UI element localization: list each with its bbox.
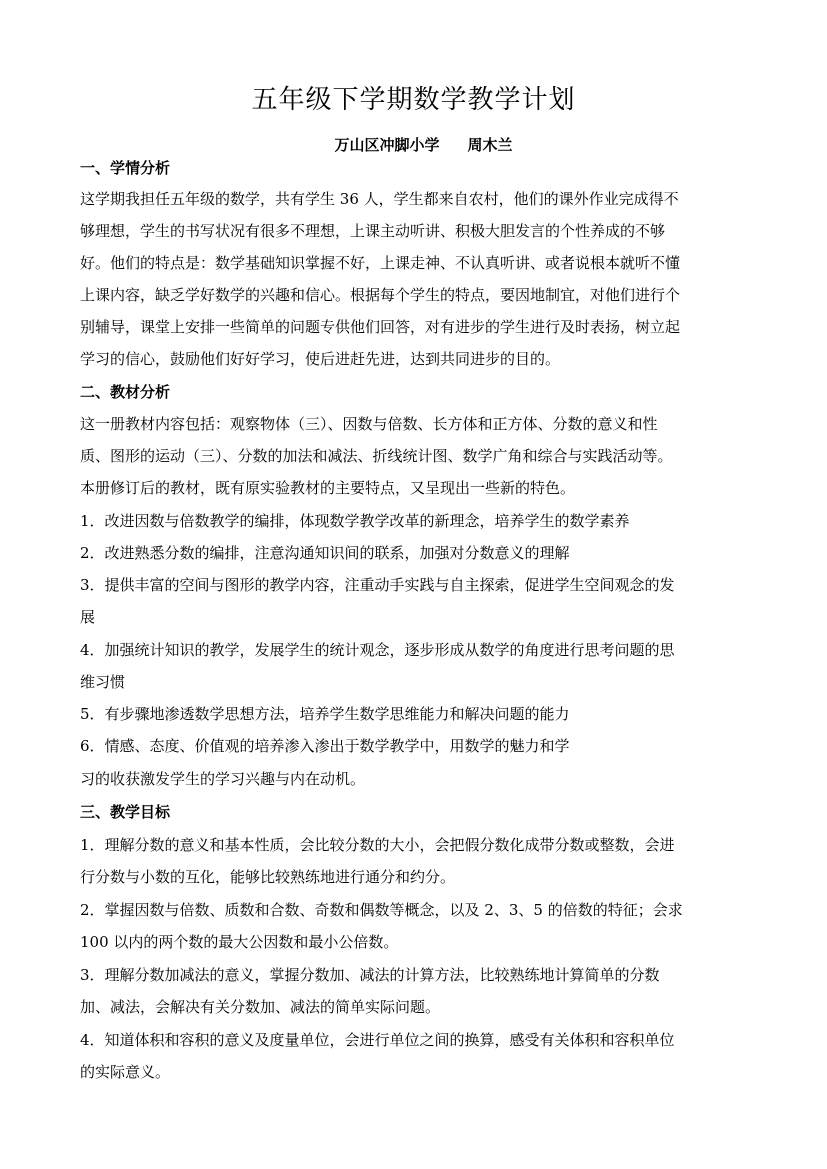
byline <box>0 133 827 157</box>
list-item: 2．改进熟悉分数的编排，注意沟通知识间的联系，加强对分数意义的理解 <box>80 544 570 562</box>
list-item: 5．有步骤地渗透数学思想方法，培养学生数学思维能力和解决问题的能力 <box>80 705 570 723</box>
page-title: 五年级下学期数学教学计划 <box>251 85 576 115</box>
list-item: 4．知道体积和容积的意义及度量单位，会进行单位之间的换算，感受有关体积和容积单位 <box>80 1031 675 1049</box>
list-item: 4．加强统计知识的教学，发展学生的统计观念，逐步形成从数学的角度进行思考问题的思 <box>80 641 675 659</box>
list-item-continued: 的实际意义。 <box>80 1063 171 1081</box>
list-item-continued: 100 以内的两个数的最大公因数和最小公倍数。 <box>80 933 399 951</box>
paragraph-line: 好。他们的特点是：数学基础知识掌握不好，上课走神、不认真听讲、或者说根本就听不懂 <box>80 254 681 272</box>
paragraph-line: 够理想，学生的书写状况有很多不理想，上课主动听讲、积极大胆发言的个性养成的不够 <box>80 222 666 240</box>
paragraph-line: 这一册教材内容包括：观察物体（三）、因数与倍数、长方体和正方体、分数的意义和性 <box>80 415 658 433</box>
paragraph-line: 上课内容，缺乏学好数学的兴趣和信心。根据每个学生的特点，要因地制宜，对他们进行个 <box>80 286 681 304</box>
list-item: 3．提供丰富的空间与图形的教学内容，注重动手实践与自主探索，促进学生空间观念的发 <box>80 576 675 594</box>
list-item: 3．理解分数加减法的意义，掌握分数加、减法的计算方法，比较熟练地计算简单的分数 <box>80 966 660 984</box>
paragraph-line: 别辅导，课堂上安排一些简单的问题专供他们回答，对有进步的学生进行及时表扬，树立起 <box>80 318 681 336</box>
list-item-continued: 加、减法，会解决有关分数加、减法的简单实际问题。 <box>80 998 441 1016</box>
school-name: 万山区冲脚小学 <box>334 136 440 154</box>
author-name: 周木兰 <box>467 136 513 154</box>
section-heading-3: 三、教学目标 <box>80 803 171 821</box>
paragraph-line: 学习的信心，鼓励他们好好学习，使后进赶先进，达到共同进步的目的。 <box>80 350 561 368</box>
paragraph-line: 这学期我担任五年级的数学，共有学生 36 人，学生都来自农村，他们的课外作业完成得不 <box>80 190 679 208</box>
list-item: 1．改进因数与倍数教学的编排，体现数学教学改革的新理念，培养学生的数学素养 <box>80 512 630 530</box>
paragraph-line: 质、图形的运动（三）、分数的加法和减法、折线统计图、数学广角和综合与实践活动等。 <box>80 447 673 465</box>
section-heading-1: 一、学情分析 <box>80 159 171 177</box>
list-item: 2．掌握因数与倍数、质数和合数、奇数和偶数等概念，以及 2、3、5 的倍数的特征；会求 <box>80 901 683 919</box>
paragraph-line: 本册修订后的教材，既有原实验教材的主要特点，又呈现出一些新的特色。 <box>80 479 576 497</box>
list-item-continued: 维习惯 <box>80 673 126 691</box>
section-heading-2: 二、教材分析 <box>80 383 171 401</box>
list-item: 1．理解分数的意义和基本性质，会比较分数的大小，会把假分数化成带分数或整数，会进 <box>80 836 675 854</box>
list-item-continued: 行分数与小数的互化，能够比较熟练地进行通分和约分。 <box>80 868 456 886</box>
list-item-continued: 习的收获激发学生的学习兴趣与内在动机。 <box>80 770 366 788</box>
list-item-continued: 展 <box>80 608 96 626</box>
list-item: 6．情感、态度、价值观的培养渗入渗出于数学教学中，用数学的魅力和学 <box>80 737 570 755</box>
